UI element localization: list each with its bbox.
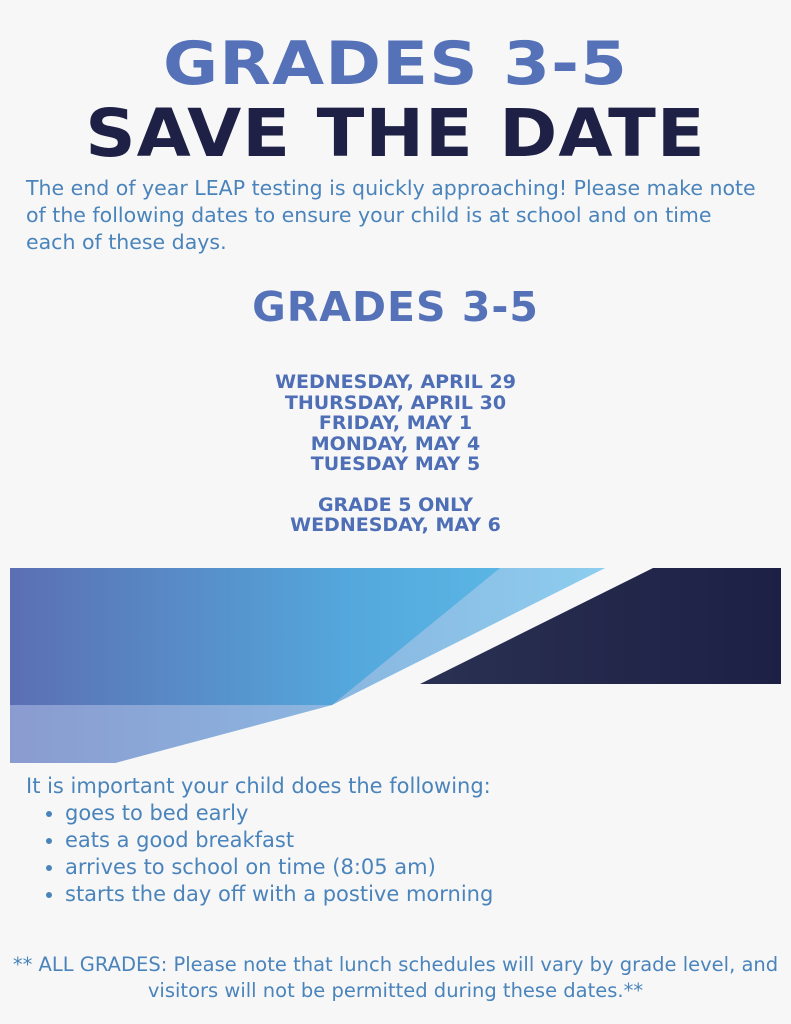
grade5-label: GRADE 5 ONLY [317, 493, 474, 516]
list-item: • arrives to school on time (8:05 am) [65, 854, 766, 881]
spacer [0, 475, 791, 495]
date-item: TUESDAY MAY 5 [310, 453, 481, 475]
list-item: • eats a good breakfast [65, 827, 766, 854]
schedule-heading: GRADES 3-5 [252, 283, 539, 331]
date-item: THURSDAY, APRIL 30 [284, 391, 507, 414]
header-title-grades: GRADES 3-5 [162, 29, 629, 99]
header-title-save-the-date: SAVE THE DATE [85, 95, 706, 172]
date-item: MONDAY, MAY 4 [310, 432, 481, 455]
tips-list [26, 800, 766, 908]
schedule-dates [0, 372, 791, 536]
date-item: WEDNESDAY, APRIL 29 [275, 371, 516, 393]
decorative-banner [0, 566, 791, 766]
grade5-date: WEDNESDAY, MAY 6 [290, 514, 501, 536]
tips-lead: It is important your child does the following: [26, 774, 491, 798]
intro-paragraph: The end of year LEAP testing is quickly approaching! Please make note of the following dates to ensure your child is at school and on time each of these days. [26, 176, 756, 254]
list-item: • starts the day off with a postive morning [65, 881, 766, 908]
tips-section [26, 772, 766, 908]
footer-note: ** ALL GRADES: Please note that lunch schedules will vary by grade level, and visitors will not be permitted during these dates.** [12, 953, 779, 1002]
date-item: FRIDAY, MAY 1 [318, 412, 473, 434]
list-item: • goes to bed early [65, 800, 766, 827]
